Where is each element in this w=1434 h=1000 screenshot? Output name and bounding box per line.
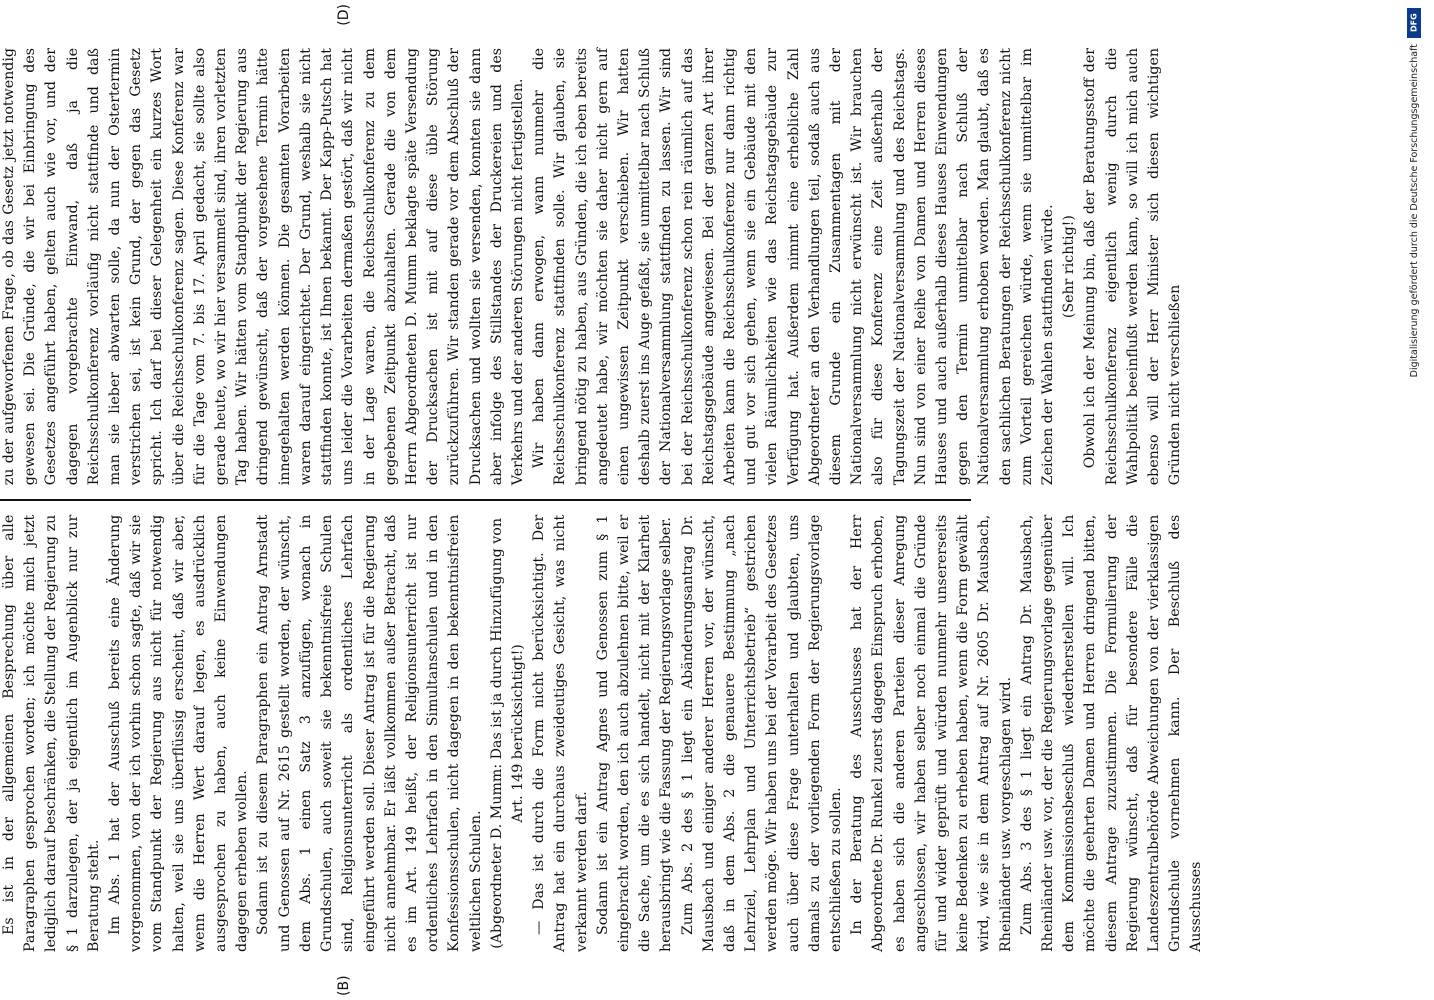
paragraph: Im Abs. 1 hat der Ausschuß bereits eine Änderung vorgenommen, von der ich vorhin schon sagte, daß wir sie vom Standpunkt der Regierung aus nicht für notwendig halten, weil sie uns überflüssig erscheint, daß wir aber, wenn die Herren Wert darauf legen, es ausdrücklich ausgesprochen zu haben, auch keine Einwendungen dagegen erheben wollen.: [107, 514, 251, 952]
paragraph: Obwohl ich der Meinung bin, daß der Beratungsstoff der Reichsschulkonferenz eigentlich wenig durch die Wahlpolitik beeinflußt werden kann, so will ich mich auch ebenso will der Herr Minister sich diesen wichtigen Gründen nicht verschließen: [1082, 48, 1184, 486]
digitization-note: [1394, 0, 1434, 1000]
dfg-logo: DFG: [1407, 8, 1421, 38]
paragraph: Sodann ist ein Antrag Agnes und Genossen zum § 1 eingebracht worden, den ich auch abzulehnen bitte, weil er die Sache, um die es sich handelt, nicht mit der Klarheit herausbringt wie die Fassung der Regierungsvorlage selber.: [594, 514, 675, 952]
paragraph: Sodann ist zu diesem Paragraphen ein Antrag Arnstadt und Genossen auf Nr. 2615 gestellt worden, der wünscht, dem Abs. 1 einen Satz 3 anzufügen, wonach in Grundschulen, auch soweit sie bekenntnisfreie Schulen sind, Religionsunterricht als ordentliches Lehrfach eingeführt werden soll. Dieser Antrag ist für die Regierung nicht annehmbar. Er läßt vollkommen außer Betracht, daß es im Art. 149 heißt, der Religionsunterricht ist nur ordentliches Lehrfach in den Simultanschulen und in den Konfessionsschulen, nicht dagegen in den bekenntnisfreien weltlichen Schulen.: [255, 514, 484, 952]
paragraph: Zum Abs. 3 des § 1 liegt ein Antrag Dr. Mausbach, Rheinländer usw. vor, der die Regierungsvorlage gegenüber dem Kommissionsbeschluß wiederherstellen will. Ich möchte die geehrten Damen und Herren dringend bitten, diesem Antrage zuzustimmen. Die Formulierung der Regierung wünscht, daß für besondere Fälle die Landeszentralbehörde Abweichungen von der vierklassigen Grundschule vornehmen kann. Der Beschluß des Ausschusses: [1018, 514, 1205, 952]
marker-b: (B): [336, 975, 352, 996]
paragraph: zu der aufgeworfenen Frage, ob das Gesetz jetzt notwendig gewesen sei. Die Gründe, die wir bei Einbringung des Gesetzes angeführt haben, gelten auch wie vor, und der dagegen vorgebrachte Einwand, daß ja die Reichsschulkonferenz vorläufig nicht stattfinde und daß man sie lieber abwarten solle, da nun der Ostertermin verstrichen sei, ist kein Grund, der gegen das Gesetz spricht. Ich darf bei dieser Gelegenheit ein kurzes Wort über die Reichsschulkonferenz sagen. Diese Konferenz war für die Tage vom 7. bis 17. April gedacht, sie sollte also gerade heute, wo wir hier versammelt sind, ihren vorletzten Tag haben. Wir hätten vom Standpunkt der Regierung aus dringend gewünscht, daß der vorgesehene Termin hätte innegehalten werden können. Die gesamten Vorarbeiten waren darauf eingerichtet. Der Grund, weshalb sie nicht stattfinden konnte, ist Ihnen bekannt. Der Kapp-Putsch hat uns leider die Vorarbeiten dermaßen gestört, daß wir nicht in der Lage waren, die Reichsschulkonferenz zu dem gegebenen Zeitpunkt abzuhalten. Gerade die von dem Herrn Abgeordneten D. Mumm beklagte späte Versendung der Drucksachen ist mit auf diese üble Störung zurückzuführen. Wir standen gerade vor dem Abschluß der Drucksachen und wollten sie versenden, konnten sie dann aber infolge des Stillstandes der Druckereien und des Verkehrs und der anderen Störungen nicht fertigstellen.: [1, 48, 526, 486]
paragraph: Zum Abs. 2 des § 1 liegt ein Abänderungsantrag Dr. Mausbach und einiger anderer Herren vor, der wünscht, daß in dem Abs. 2 die genauere Bestimmung „nach Lehrziel, Lehrplan und Unterrichtsbetrieb“ gestrichen werden möge. Wir haben uns bei der Vorarbeit des Gesetzes auch über diese Frage unterhalten und glaubten, uns damals zu der vorliegenden Form der Regierungsvorlage entschließen zu sollen.: [679, 514, 844, 952]
paragraph: Es ist in der allgemeinen Besprechung über alle Paragraphen gesprochen worden; ich möchte mich jetzt lediglich darauf beschränken, die Stellung der Regierung zu § 1 darzulegen, der ja eigentlich im Augenblick nur zur Beratung steht.: [1, 514, 102, 952]
paragraph: Wir haben dann erwogen, wann nunmehr die Reichsschulkonferenz stattfinden solle. Wir glauben, sie bringend nötig zu haben, aus Gründen, die ich eben bereits angedeutet habe, wir möchten sie daher nicht gern auf einen ungewissen Zeitpunkt verschieben. Wir hatten deshalb zuerst ins Auge gefaßt, sie unmittelbar nach Schluß der Nationalversammlung stattfinden zu lassen. Wir sind bei der Reichsschulkonferenz schon rein räumlich auf das Reichstagsgebäude angewiesen. Bei der ganzen Art ihrer Arbeiten kann die Reichsschulkonferenz nur dann richtig und gut vor sich gehen, wenn sie ein Gebäude mit den vielen Räumlichkeiten wie das Reichstagsgebäude zur Verfügung hat. Außerdem nimmt eine erhebliche Zahl Abgeordneter an den Verhandlungen teil, sodaß auch aus diesem Grunde ein Zusammentagen mit der Nationalversammlung nicht erwünscht ist. Wir brauchen also für diese Konferenz eine Zeit außerhalb der Tagungszeit der Nationalversammlung und des Reichstags. Nun sind von einer Reihe von Damen und Herren dieses Hauses und auch außerhalb dieses Hauses Einwendungen gegen den Termin unmittelbar nach Schluß der Nationalversammlung erhoben worden. Man glaubt, daß es den sachlichen Beratungen der Reichsschulkonferenz nicht zum Vorteil gereichen würde, wenn sie unmittelbar im Zeichen der Wahlen stattfinden würde.: [531, 48, 1056, 486]
digitization-credit: Digitalisierung gefördert durch die Deutsche Forschungsgemeinschaft: [1408, 44, 1420, 378]
paragraph: (Sehr richtig!): [1061, 215, 1078, 319]
right-column: [0, 34, 1184, 499]
marker-d: (D): [336, 4, 352, 26]
left-column: [0, 501, 1205, 966]
paragraph: — Das ist durch die Form nicht berücksichtigt. Der Antrag hat ein durchaus zweideutiges Gesicht, was nicht verkannt werden darf.: [531, 514, 590, 952]
paragraph: In der Beratung des Ausschusses hat der Herr Abgeordnete Dr. Runkel zuerst dagegen Einspruch erhoben, es haben sich die anderen Parteien dieser Anregung angeschlossen, wir haben selber noch einmal die Gründe für und wider geprüft und würden nunmehr unsererseits keine Bedenken zu erheben haben, wenn die Form gewählt wird, wie sie in dem Antrag auf Nr. 2605 Dr. Mausbach, Rheinländer usw. vorgeschlagen wird.: [849, 514, 1014, 952]
paragraph: (Abgeordneter D. Mumm: Das ist ja durch Hinzufügung von Art. 149 berücksichtigt!): [488, 518, 526, 949]
text-columns: [0, 34, 1205, 966]
